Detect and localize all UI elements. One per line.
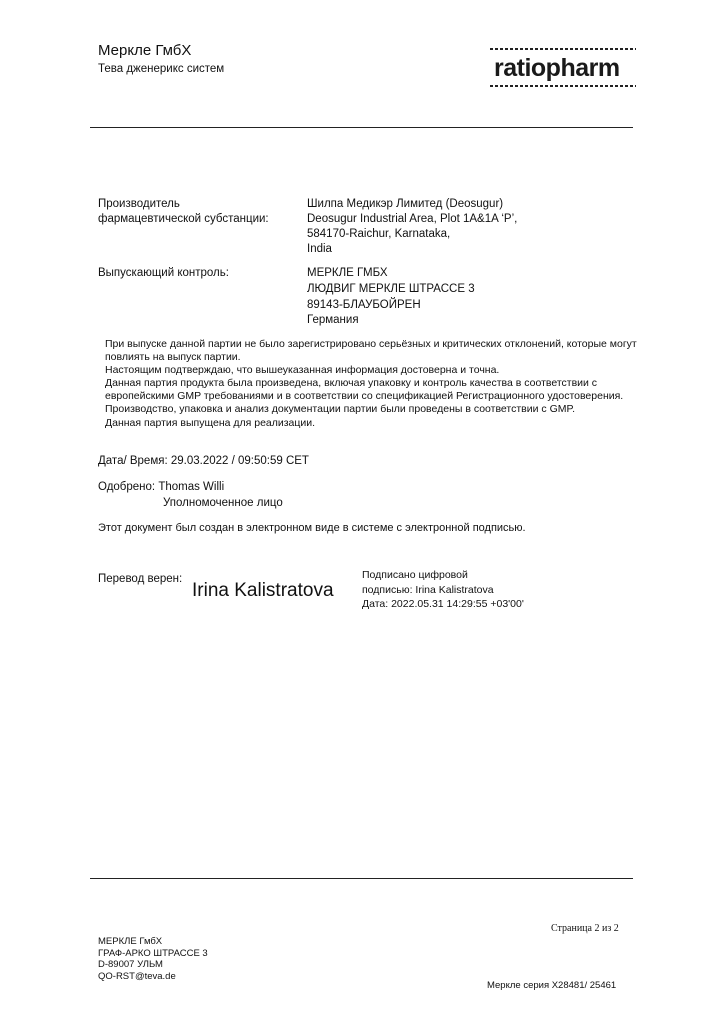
company-subtitle: Тева дженерикс систем bbox=[98, 63, 225, 75]
manufacturer-label-line-1: Производитель bbox=[98, 198, 180, 210]
logo-bottom-rule bbox=[490, 85, 636, 87]
statement-line: европейскими GMP требованиями и в соответствии со спецификацией Регистрационного удостоверения. bbox=[105, 390, 624, 403]
footer-address-line: ГРАФ-АРКО ШТРАССЕ 3 bbox=[98, 947, 208, 959]
release-line: Германия bbox=[307, 314, 359, 326]
digital-signature-block bbox=[362, 568, 524, 612]
statement-line: Данная партия продукта была произведена, включая упаковку и контроль качества в соответствии с bbox=[105, 377, 598, 390]
logo-top-rule bbox=[490, 48, 636, 50]
batch-number: Меркле серия X28481/ 25461 bbox=[487, 980, 617, 991]
approved-by: Одобрено: Thomas Willi bbox=[98, 481, 225, 493]
footer-address-line: D-89007 УЛЬМ bbox=[98, 959, 163, 971]
manufacturer-line: Deosugur Industrial Area, Plot 1A&1A ‘P’, bbox=[307, 213, 518, 225]
statement-line: При выпуске данной партии не было зарегистрировано серьёзных и критических отклонений, которые могут bbox=[105, 338, 637, 350]
footer-email: QO-RST@teva.de bbox=[98, 971, 176, 983]
statement-line: Производство, упаковка и анализ документации партии были проведены в соответствии с GMP. bbox=[105, 403, 576, 416]
header-divider bbox=[90, 127, 633, 128]
footer-address-line: МЕРКЛЕ ГмбХ bbox=[98, 936, 163, 947]
release-datetime: Дата/ Время: 29.03.2022 / 09:50:59 CET bbox=[98, 455, 309, 467]
release-statement bbox=[105, 338, 675, 430]
footer-address bbox=[98, 936, 208, 983]
page-number: Страница 2 из 2 bbox=[551, 923, 619, 934]
digital-signature-line: Дата: 2022.05.31 14:29:55 +03'00' bbox=[362, 598, 524, 610]
release-control-label: Выпускающий контроль: bbox=[98, 267, 229, 279]
translator-signature-name: Irina Kalistratova bbox=[192, 580, 334, 601]
company-name: Меркле ГмбХ bbox=[98, 42, 192, 59]
release-line: 89143-БЛАУБОЙРЕН bbox=[307, 299, 421, 311]
electronic-signature-note: Этот документ был создан в электронном виде в системе с электронной подписью. bbox=[98, 522, 526, 534]
digital-signature-line: Подписано цифровой bbox=[362, 569, 468, 581]
release-line: МЕРКЛЕ ГМБХ bbox=[307, 267, 388, 279]
manufacturer-line: Шилпа Медикэр Лимитед (Deosugur) bbox=[307, 198, 504, 210]
digital-signature-line: подписью: Irina Kalistratova bbox=[362, 583, 494, 596]
translation-label: Перевод верен: bbox=[98, 573, 183, 585]
manufacturer-line: India bbox=[307, 243, 332, 255]
ratiopharm-logo bbox=[488, 44, 638, 92]
manufacturer-line: 584170-Raichur, Karnataka, bbox=[307, 228, 451, 240]
statement-line: повлиять на выпуск партии. bbox=[105, 351, 241, 364]
footer-divider bbox=[90, 878, 633, 879]
manufacturer-label-line-2: фармацевтической субстанции: bbox=[98, 213, 269, 225]
statement-line: Настоящим подтверждаю, что вышеуказанная информация достоверна и точна. bbox=[105, 364, 500, 377]
release-line: ЛЮДВИГ МЕРКЛЕ ШТРАССЕ 3 bbox=[307, 283, 475, 295]
logo-text: ratiopharm bbox=[494, 54, 620, 82]
statement-line: Данная партия выпущена для реализации. bbox=[105, 416, 316, 429]
approver-role: Уполномоченное лицо bbox=[163, 497, 283, 509]
